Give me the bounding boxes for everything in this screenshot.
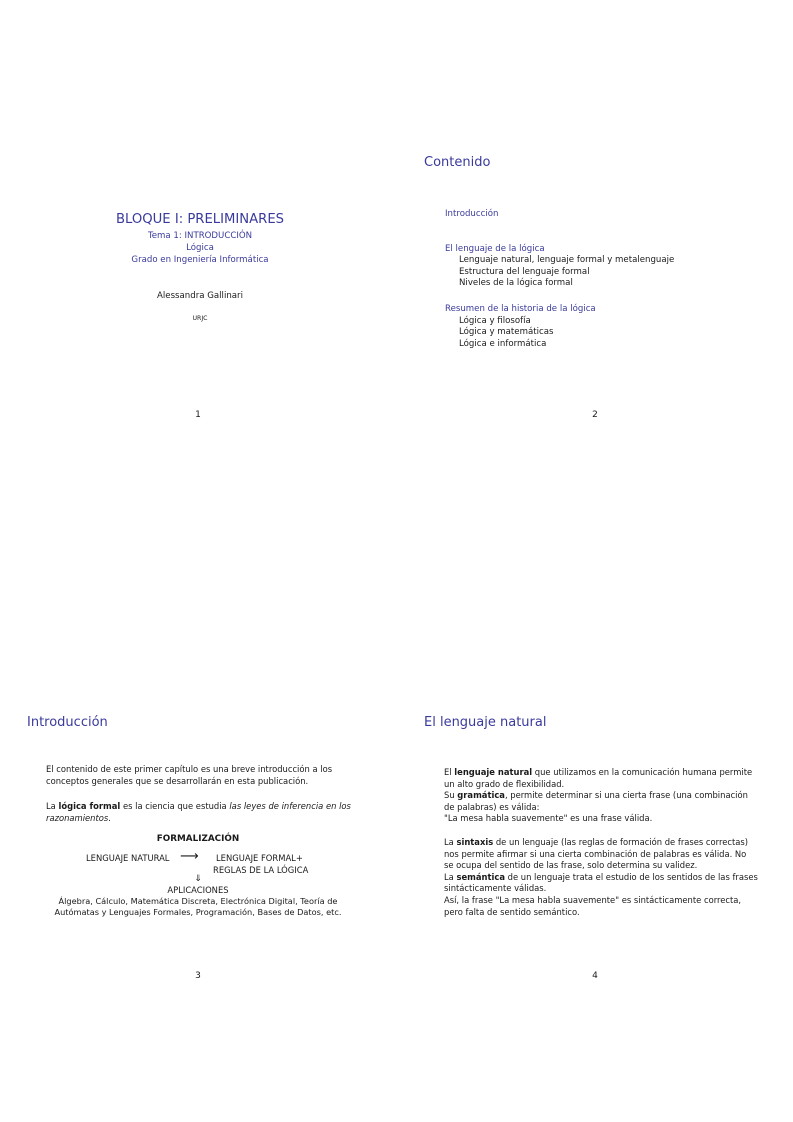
text-span: El: [444, 767, 455, 777]
page-number: 4: [592, 971, 598, 981]
bold-term: gramática: [457, 790, 505, 801]
applications-line: Autómatas y Lenguajes Formales, Programación, Bases de Datos, etc.: [54, 907, 342, 917]
text-line: [444, 872, 764, 884]
formalization-heading: FORMALIZACIÓN: [156, 834, 240, 844]
text-span: , permite determinar si una cierta frase (una combinación: [504, 790, 748, 801]
toc-subsection[interactable]: Lógica y matemáticas: [459, 327, 554, 338]
text-span: La: [46, 801, 59, 811]
toc-subsection[interactable]: Estructura del lenguaje formal: [459, 266, 590, 277]
text-span: de un lenguaje trata el estudio de los sentidos de las frases: [504, 871, 758, 882]
bold-term: lógica formal: [58, 801, 121, 811]
text-span: La: [444, 836, 457, 847]
right-arrow: ⟶: [180, 849, 199, 864]
down-arrow: ⇓: [194, 874, 202, 884]
bold-term: semántica: [456, 871, 505, 882]
text-span: es la ciencia que estudia: [120, 801, 230, 811]
text-line: Así, la frase "La mesa habla suavemente" es sintácticamente correcta,: [444, 894, 742, 905]
italic-term: las leyes de inferencia en los razonamientos: [46, 801, 351, 823]
natural-language-paragraph: [444, 767, 764, 918]
toc-section[interactable]: Introducción: [445, 209, 499, 219]
table-of-contents: [445, 209, 674, 350]
toc-section[interactable]: Resumen de la historia de la lógica: [445, 303, 596, 314]
toc-subsection[interactable]: Lógica y filosofía: [459, 315, 531, 326]
slide-subtitle-degree: Grado en Ingeniería Informática: [131, 255, 269, 265]
text-span: La: [444, 871, 457, 882]
page-number: 1: [195, 410, 201, 420]
text-line: de palabras) es válida:: [444, 801, 540, 812]
text-span: .: [108, 812, 111, 823]
slide-title: Introducción: [27, 715, 108, 730]
bold-term: lenguaje natural: [454, 767, 533, 777]
logic-rules-label: REGLAS DE LA LÓGICA: [213, 865, 309, 875]
author: Alessandra Gallinari: [157, 291, 243, 301]
intro-paragraph: El contenido de este primer capítulo es una breve introducción a los conceptos generales que se desarrollarán en esta publicación.: [46, 764, 333, 786]
toc-subsection[interactable]: Niveles de la lógica formal: [459, 278, 573, 289]
applications-line: Álgebra, Cálculo, Matemática Discreta, Electrónica Digital, Teoría de: [58, 896, 338, 906]
page-number: 3: [195, 971, 201, 981]
slide-subtitle-course: Lógica: [186, 243, 214, 253]
slide-title: Contenido: [424, 155, 491, 170]
text-span: Su: [444, 790, 458, 801]
formal-language-label: LENGUAJE FORMAL+: [216, 853, 303, 863]
institution: URJC: [192, 315, 208, 322]
text-line: pero falta de sentido semántico.: [444, 906, 580, 917]
text-line: "La mesa habla suavemente" es una frase válida.: [444, 813, 653, 824]
text-line: [444, 837, 764, 849]
toc-subsection[interactable]: Lógica e informática: [459, 338, 547, 349]
text-line: [444, 790, 764, 802]
toc-subsection[interactable]: Lenguaje natural, lenguaje formal y metalenguaje: [459, 255, 675, 266]
text-line: [444, 767, 764, 779]
text-span: de un lenguaje (las reglas de formación de frases correctas): [493, 836, 749, 847]
slide-title: El lenguaje natural: [424, 715, 547, 730]
slide-subtitle-topic: Tema 1: INTRODUCCIÓN: [147, 231, 253, 241]
bold-term: sintaxis: [456, 836, 494, 847]
text-line: sintácticamente válidas.: [444, 883, 547, 894]
text-line: se ocupa del sentido de las frase, solo determina su validez.: [444, 860, 698, 871]
text-span: que utilizamos en la comunicación humana permite: [532, 767, 753, 777]
applications-heading: APLICACIONES: [167, 885, 229, 895]
definition-paragraph: [46, 801, 351, 824]
page-number: 2: [592, 410, 598, 420]
slide-title-block: BLOQUE I: PRELIMINARES: [115, 212, 285, 227]
natural-language-label: LENGUAJE NATURAL: [86, 853, 170, 863]
text-line: nos permite afirmar si una cierta combinación de palabras es válida. No: [444, 848, 747, 859]
toc-section[interactable]: El lenguaje de la lógica: [445, 243, 545, 254]
text-line: un alto grado de flexibilidad.: [444, 778, 565, 789]
